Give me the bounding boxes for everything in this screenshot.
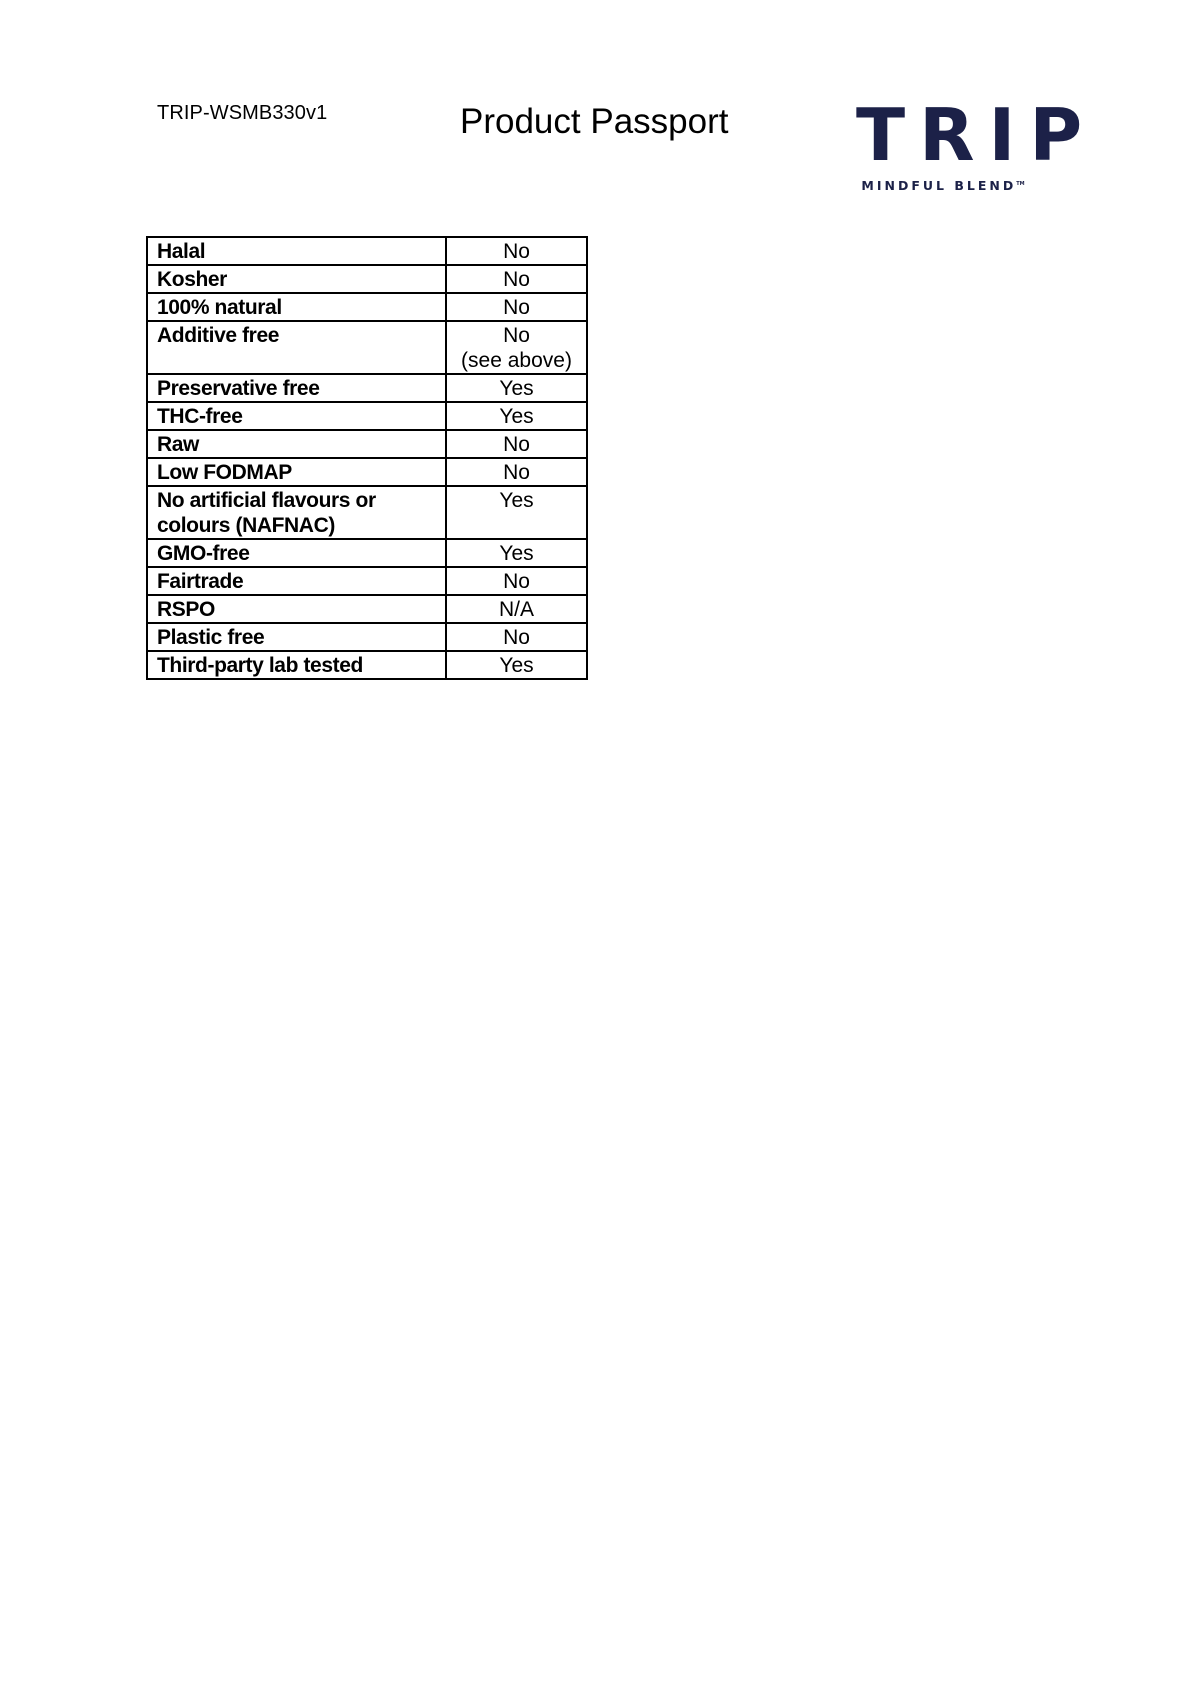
table-row <box>147 374 587 402</box>
table-row <box>147 595 587 623</box>
attribute-value-note: (see above) <box>461 349 572 372</box>
table-row <box>147 539 587 567</box>
table-row <box>147 402 587 430</box>
table-row <box>147 237 587 265</box>
attribute-value: Yes <box>446 374 587 402</box>
attribute-value: No <box>446 265 587 293</box>
table-row <box>147 293 587 321</box>
attribute-label: Kosher <box>147 265 446 293</box>
trademark-mark: TM <box>1016 180 1025 187</box>
attribute-label: 100% natural <box>147 293 446 321</box>
table-row <box>147 651 587 679</box>
attribute-label: THC-free <box>147 402 446 430</box>
table-row <box>147 265 587 293</box>
attribute-label: Halal <box>147 237 446 265</box>
attribute-value: No <box>446 293 587 321</box>
attribute-label: Raw <box>147 430 446 458</box>
attribute-label: Preservative free <box>147 374 446 402</box>
attribute-value: Yes <box>446 651 587 679</box>
attribute-value: No <box>446 567 587 595</box>
brand-logo <box>850 93 1097 193</box>
logo-wordmark: TRIP <box>856 93 1097 177</box>
attribute-label: Low FODMAP <box>147 458 446 486</box>
attribute-label: Additive free <box>147 321 446 374</box>
table-row <box>147 623 587 651</box>
attribute-label: Fairtrade <box>147 567 446 595</box>
attribute-label: Third-party lab tested <box>147 651 446 679</box>
attribute-value: Yes <box>446 486 587 539</box>
attribute-value: No <box>446 458 587 486</box>
attribute-value: No <box>446 623 587 651</box>
attribute-value: No <box>446 237 587 265</box>
table-row <box>147 321 587 374</box>
attribute-value: Yes <box>446 402 587 430</box>
attribute-label-line: colours (NAFNAC) <box>157 514 335 537</box>
attribute-value: No <box>446 430 587 458</box>
table-row <box>147 567 587 595</box>
table-row <box>147 430 587 458</box>
attribute-value-text: No <box>503 324 530 347</box>
attribute-label: RSPO <box>147 595 446 623</box>
logo-tagline-text: MINDFUL BLEND <box>861 178 1017 193</box>
page-title: Product Passport <box>460 102 729 141</box>
product-attributes-table <box>146 236 588 680</box>
attribute-label <box>147 486 446 539</box>
attribute-label: GMO-free <box>147 539 446 567</box>
attribute-value: N/A <box>446 595 587 623</box>
attribute-label-line: No artificial flavours or <box>157 489 376 512</box>
table-row <box>147 458 587 486</box>
attribute-value <box>446 321 587 374</box>
attribute-label: Plastic free <box>147 623 446 651</box>
logo-tagline <box>836 178 1050 193</box>
document-code: TRIP-WSMB330v1 <box>157 102 328 124</box>
table-row <box>147 486 587 539</box>
attribute-value: Yes <box>446 539 587 567</box>
